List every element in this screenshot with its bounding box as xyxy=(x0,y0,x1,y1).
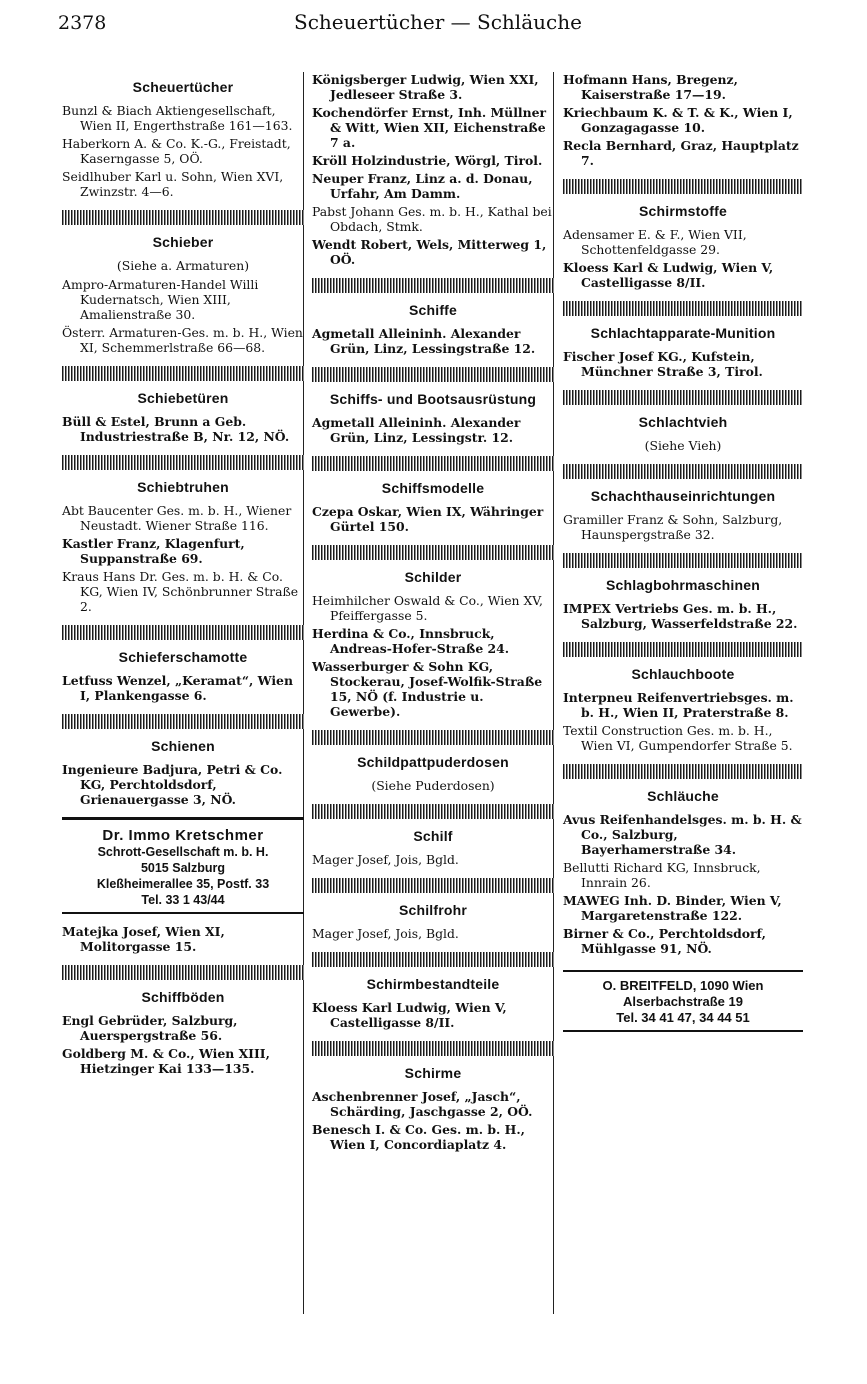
column-3 xyxy=(563,70,803,1046)
company-entry: Büll & Estel, Brunn a Geb. Industriestraße B, Nr. 12, NÖ. xyxy=(62,414,290,444)
company-entry: Pabst Johann Ges. m. b. H., Kathal bei Obdach, Stmk. xyxy=(312,204,552,234)
company-entry: Benesch I. & Co. Ges. m. b. H., Wien I, Concordiaplatz 4. xyxy=(312,1122,525,1152)
category-heading: Schläuche xyxy=(647,788,719,804)
category-heading: Schilf xyxy=(413,828,453,844)
company-entry: Agmetall Alleininh. Alexander Grün, Linz, Lessingstr. 12. xyxy=(312,415,521,445)
company-entry: Engl Gebrüder, Salzburg, Auerspergstraße 56. xyxy=(62,1013,238,1043)
company-entry: Bunzl & Biach Aktiengesellschaft, Wien II, Engerthstraße 161—163. xyxy=(62,103,293,133)
page-header xyxy=(0,0,867,44)
company-entry: Haberkorn A. & Co. K.-G., Freistadt, Kaserngasse 5, OÖ. xyxy=(62,136,291,166)
company-entry: Aschenbrenner Josef, „Jasch“, Schärding, Jaschgasse 2, OÖ. xyxy=(312,1089,533,1119)
category-heading: Schirme xyxy=(404,1065,462,1081)
category-heading: Schilfrohr xyxy=(398,902,468,918)
company-entry: Österr. Armaturen-Ges. m. b. H., Wien XI, Schemmerlstraße 66—68. xyxy=(62,325,303,355)
section-separator xyxy=(312,952,554,967)
section-separator xyxy=(312,367,554,382)
company-entry: Recla Bernhard, Graz, Hauptplatz 7. xyxy=(563,138,799,168)
company-entry: Kraus Hans Dr. Ges. m. b. H. & Co. KG, Wien IV, Schönbrunner Straße 2. xyxy=(62,569,299,614)
category-heading: Schlagbohrmaschinen xyxy=(606,577,760,593)
column-2 xyxy=(312,70,554,1155)
category-heading: Schildpattpuderdosen xyxy=(357,754,509,770)
company-entry: Seidlhuber Karl u. Sohn, Wien XVI, Zwinzstr. 4—6. xyxy=(62,169,284,199)
category-heading: Schilder xyxy=(404,569,462,585)
advertisement-box xyxy=(62,817,304,914)
company-entry: Kriechbaum K. & T. & K., Wien I, Gonzagagasse 10. xyxy=(563,105,793,135)
company-entry: Agmetall Alleininh. Alexander Grün, Linz, Lessingstraße 12. xyxy=(312,326,536,356)
category-heading: Schlachtapparate-Munition xyxy=(590,325,776,341)
section-separator xyxy=(62,714,304,729)
section-separator xyxy=(563,464,803,479)
company-entry: Kloess Karl & Ludwig, Wien V, Castelligasse 8/II. xyxy=(563,260,774,290)
company-entry: Birner & Co., Perchtoldsdorf, Mühlgasse 91, NÖ. xyxy=(563,926,766,956)
company-entry: Neuper Franz, Linz a. d. Donau, Urfahr, Am Damm. xyxy=(312,171,533,201)
company-entry: Kastler Franz, Klagenfurt, Suppanstraße 69. xyxy=(62,536,245,566)
company-entry: Gramiller Franz & Sohn, Salzburg, Haunspergstraße 32. xyxy=(563,512,783,542)
category-heading: Schienen xyxy=(151,738,215,754)
category-heading: Schiebtruhen xyxy=(137,479,229,495)
cross-reference: (Siehe Vieh) xyxy=(644,438,722,453)
section-separator xyxy=(312,878,554,893)
company-entry: Abt Baucenter Ges. m. b. H., Wiener Neustadt. Wiener Straße 116. xyxy=(62,503,292,533)
section-separator xyxy=(563,642,803,657)
company-entry: Matejka Josef, Wien XI, Molitorgasse 15. xyxy=(62,924,225,954)
company-entry: Kochendörfer Ernst, Inh. Müllner & Witt, Wien XII, Eichenstraße 7 a. xyxy=(312,105,547,150)
section-separator xyxy=(62,455,304,470)
advertisement-box xyxy=(563,970,803,1032)
running-title: Scheuertücher — Schläuche xyxy=(294,10,582,34)
company-entry: Avus Reifenhandelsges. m. b. H. & Co., Salzburg, Bayerhamerstraße 34. xyxy=(563,812,802,857)
company-entry: Fischer Josef KG., Kufstein, Münchner Straße 3, Tirol. xyxy=(563,349,763,379)
company-entry: Letfuss Wenzel, „Keramat“, Wien I, Plankengasse 6. xyxy=(62,673,293,703)
column-1 xyxy=(62,70,304,1079)
cross-reference: (Siehe a. Armaturen) xyxy=(116,258,250,273)
category-heading: Schieferschamotte xyxy=(118,649,248,665)
company-entry: Heimhilcher Oswald & Co., Wien XV, Pfeiffergasse 5. xyxy=(312,593,543,623)
company-entry: Czepa Oskar, Wien IX, Währinger Gürtel 150. xyxy=(312,504,544,534)
category-heading: Schiffs- und Bootsausrüstung xyxy=(329,391,537,407)
category-heading: Schachthauseinrichtungen xyxy=(590,488,776,504)
advertisement-line: Kleßheimerallee 35, Postf. 33 xyxy=(96,877,270,891)
category-heading: Schieber xyxy=(152,234,214,250)
company-entry: Wendt Robert, Wels, Mitterweg 1, OÖ. xyxy=(312,237,547,267)
section-separator xyxy=(62,210,304,225)
advertisement-line: O. BREITFELD, 1090 Wien xyxy=(602,978,764,993)
company-entry: Hofmann Hans, Bregenz, Kaiserstraße 17—19. xyxy=(563,72,738,102)
category-heading: Schlachtvieh xyxy=(638,414,728,430)
company-entry: Kloess Karl Ludwig, Wien V, Castelligasse 8/II. xyxy=(312,1000,507,1030)
section-separator xyxy=(312,545,554,560)
company-entry: Textil Construction Ges. m. b. H., Wien VI, Gumpendorfer Straße 5. xyxy=(563,723,793,753)
company-entry: Bellutti Richard KG, Innsbruck, Innrain 26. xyxy=(563,860,761,890)
section-separator xyxy=(62,366,304,381)
advertisement-line: Tel. 34 41 47, 34 44 51 xyxy=(616,1010,750,1025)
category-heading: Schiffe xyxy=(408,302,458,318)
section-separator xyxy=(62,625,304,640)
section-separator xyxy=(563,553,803,568)
section-separator xyxy=(312,456,554,471)
advertisement-line: Dr. Immo Kretschmer xyxy=(102,827,264,844)
company-entry: Kröll Holzindustrie, Wörgl, Tirol. xyxy=(312,153,543,168)
company-entry: Interpneu Reifenvertriebsges. m. b. H., Wien II, Praterstraße 8. xyxy=(563,690,794,720)
section-separator xyxy=(312,730,554,745)
company-entry: MAWEG Inh. D. Binder, Wien V, Margaretenstraße 122. xyxy=(563,893,782,923)
company-entry: Herdina & Co., Innsbruck, Andreas-Hofer-Straße 24. xyxy=(312,626,510,656)
company-entry: Mager Josef, Jois, Bgld. xyxy=(312,852,459,867)
advertisement-line: 5015 Salzburg xyxy=(140,861,226,875)
category-heading: Schlauchboote xyxy=(631,666,735,682)
category-heading: Schirmbestandteile xyxy=(366,976,500,992)
page-number: 2378 xyxy=(58,12,107,34)
section-separator xyxy=(563,390,803,405)
category-heading: Schiffböden xyxy=(141,989,225,1005)
cross-reference: (Siehe Puderdosen) xyxy=(371,778,495,793)
section-separator xyxy=(563,301,803,316)
section-separator xyxy=(563,764,803,779)
section-separator xyxy=(62,965,304,980)
company-entry: IMPEX Vertriebs Ges. m. b. H., Salzburg, Wasserfeldstraße 22. xyxy=(563,601,798,631)
company-entry: Adensamer E. & F., Wien VII, Schottenfeldgasse 29. xyxy=(563,227,747,257)
category-heading: Scheuertücher xyxy=(132,79,234,95)
category-heading: Schiebetüren xyxy=(137,390,229,406)
category-heading: Schirmstoffe xyxy=(639,203,727,219)
company-entry: Mager Josef, Jois, Bgld. xyxy=(312,926,459,941)
company-entry: Ampro-Armaturen-Handel Willi Kudernatsch, Wien XIII, Amalienstraße 30. xyxy=(62,277,259,322)
section-separator xyxy=(312,278,554,293)
section-separator xyxy=(563,179,803,194)
advertisement-line: Tel. 33 1 43/44 xyxy=(141,893,225,907)
company-entry: Wasserburger & Sohn KG, Stockerau, Josef-Wolfik-Straße 15, NÖ (f. Industrie u. Gewerbe). xyxy=(312,659,543,719)
company-entry: Ingenieure Badjura, Petri & Co. KG, Perchtoldsdorf, Grienauergasse 3, NÖ. xyxy=(62,762,283,807)
category-heading: Schiffsmodelle xyxy=(381,480,485,496)
company-entry: Goldberg M. & Co., Wien XIII, Hietzinger Kai 133—135. xyxy=(62,1046,270,1076)
advertisement-line: Schrott-Gesellschaft m. b. H. xyxy=(97,845,269,859)
advertisement-line: Alserbachstraße 19 xyxy=(623,994,743,1009)
company-entry: Königsberger Ludwig, Wien XXI, Jedleseer Straße 3. xyxy=(312,72,539,102)
section-separator xyxy=(312,1041,554,1056)
section-separator xyxy=(312,804,554,819)
